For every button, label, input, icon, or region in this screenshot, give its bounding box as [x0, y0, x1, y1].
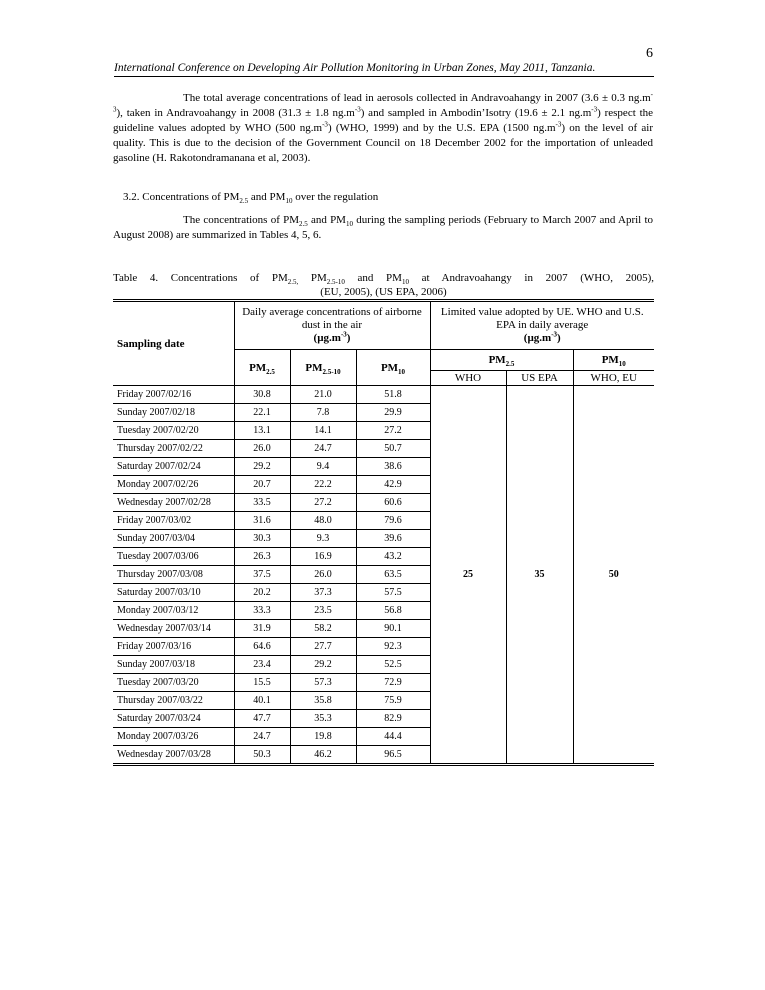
pm10-cell: 72.9 [356, 674, 430, 692]
pm10-cell: 82.9 [356, 710, 430, 728]
sampling-date-cell: Saturday 2007/02/24 [113, 458, 234, 476]
pm10-cell: 79.6 [356, 512, 430, 530]
pm10-limit-header: $PM_{10}$ [573, 350, 654, 371]
pm2510-cell: 21.0 [290, 386, 356, 404]
pm2510-cell: 26.0 [290, 566, 356, 584]
sampling-date-cell: Sunday 2007/03/18 [113, 656, 234, 674]
pm10-cell: 27.2 [356, 422, 430, 440]
pm10-cell: 90.1 [356, 620, 430, 638]
sampling-date-cell: Wednesday 2007/03/14 [113, 620, 234, 638]
concentrations-paragraph: The concentrations of $PM_{2.5}$ and $PM_{10}$ during the sampling periods (February to March 2007 and April to August 2008) are summarized in Tables 4, 5, 6. [113, 214, 653, 241]
pm25-cell: 22.1 [234, 404, 290, 422]
pm25-limit-header: $PM_{2.5}$ [430, 350, 573, 371]
pm25-column-header: $PM_{2.5}$ [234, 350, 290, 386]
sampling-date-cell: Thursday 2007/03/22 [113, 692, 234, 710]
pm25-cell: 33.3 [234, 602, 290, 620]
sampling-date-cell: Monday 2007/03/26 [113, 728, 234, 746]
pm10-column-header: $PM_{10}$ [356, 350, 430, 386]
us-epa-limit-value: 35 [506, 386, 573, 765]
sampling-date-cell: Wednesday 2007/03/28 [113, 746, 234, 765]
pm25-cell: 26.0 [234, 440, 290, 458]
who-limit-value: 25 [430, 386, 506, 765]
pm2510-cell: 48.0 [290, 512, 356, 530]
pm25-cell: 23.4 [234, 656, 290, 674]
limit-value-header: Limited value adopted by UE. WHO and U.S. EPA in daily average $(\mu g.m^{-3})$ [430, 301, 654, 350]
pm25-cell: 15.5 [234, 674, 290, 692]
pm2510-column-header: $PM_{2.5-10}$ [290, 350, 356, 386]
pm2510-cell: 9.3 [290, 530, 356, 548]
pm10-cell: 44.4 [356, 728, 430, 746]
pm10-limit-value: 50 [573, 386, 654, 765]
sampling-date-cell: Friday 2007/02/16 [113, 386, 234, 404]
sampling-date-cell: Friday 2007/03/16 [113, 638, 234, 656]
table-caption: Table 4. Concentrations of $PM_{2.5,}$ $PM_{2.5-10}$ and $PM_{10}$ at Andravoahangy in 2007 (WHO, 2005), (EU, 2005), (US EPA, 2006) [113, 272, 654, 298]
pm10-cell: 60.6 [356, 494, 430, 512]
pm25-cell: 31.9 [234, 620, 290, 638]
pm25-cell: 40.1 [234, 692, 290, 710]
sampling-date-cell: Monday 2007/02/26 [113, 476, 234, 494]
pm25-cell: 50.3 [234, 746, 290, 765]
pm10-cell: 29.9 [356, 404, 430, 422]
pm25-cell: 47.7 [234, 710, 290, 728]
sampling-date-cell: Saturday 2007/03/10 [113, 584, 234, 602]
section-heading: 3.2. Concentrations of $PM_{2.5}$ and $PM_{10}$ over the regulation [123, 191, 379, 206]
pm25-cell: 20.7 [234, 476, 290, 494]
pm2510-cell: 27.2 [290, 494, 356, 512]
pm25-cell: 26.3 [234, 548, 290, 566]
who-subheader: WHO [430, 371, 506, 386]
pm10-cell: 51.8 [356, 386, 430, 404]
pm10-cell: 50.7 [356, 440, 430, 458]
sampling-date-header: Sampling date [113, 301, 234, 386]
pm25-cell: 13.1 [234, 422, 290, 440]
pm2510-cell: 57.3 [290, 674, 356, 692]
pm2510-cell: 19.8 [290, 728, 356, 746]
pm25-cell: 30.3 [234, 530, 290, 548]
pm10-cell: 39.6 [356, 530, 430, 548]
pm2510-cell: 14.1 [290, 422, 356, 440]
pm10-cell: 43.2 [356, 548, 430, 566]
pm2510-cell: 7.8 [290, 404, 356, 422]
pm25-cell: 20.2 [234, 584, 290, 602]
pm25-cell: 31.6 [234, 512, 290, 530]
sampling-date-cell: Saturday 2007/03/24 [113, 710, 234, 728]
us-epa-subheader: US EPA [506, 371, 573, 386]
pm2510-cell: 24.7 [290, 440, 356, 458]
pm2510-cell: 27.7 [290, 638, 356, 656]
pm10-cell: 92.3 [356, 638, 430, 656]
pm-concentrations-table [113, 299, 654, 766]
pm25-cell: 64.6 [234, 638, 290, 656]
sampling-date-cell: Tuesday 2007/02/20 [113, 422, 234, 440]
pm25-cell: 37.5 [234, 566, 290, 584]
pm25-cell: 29.2 [234, 458, 290, 476]
sampling-date-cell: Sunday 2007/03/04 [113, 530, 234, 548]
pm10-cell: 52.5 [356, 656, 430, 674]
pm10-cell: 96.5 [356, 746, 430, 765]
pm2510-cell: 46.2 [290, 746, 356, 765]
daily-average-header: Daily average concentrations of airborne dust in the air $(\mu g.m^{-3})$ [234, 301, 430, 350]
pm10-cell: 42.9 [356, 476, 430, 494]
sampling-date-cell: Thursday 2007/02/22 [113, 440, 234, 458]
table-body [113, 386, 654, 765]
pm2510-cell: 16.9 [290, 548, 356, 566]
pm10-cell: 38.6 [356, 458, 430, 476]
pm2510-cell: 29.2 [290, 656, 356, 674]
pm10-cell: 75.9 [356, 692, 430, 710]
sampling-date-cell: Monday 2007/03/12 [113, 602, 234, 620]
pm2510-cell: 37.3 [290, 584, 356, 602]
sampling-date-cell: Tuesday 2007/03/06 [113, 548, 234, 566]
pm2510-cell: 35.3 [290, 710, 356, 728]
sampling-date-cell: Tuesday 2007/03/20 [113, 674, 234, 692]
pm10-cell: 63.5 [356, 566, 430, 584]
intro-paragraph: The total average concentrations of lead in aerosols collected in Andravoahangy in 2007 (3.6 ± 0.3 $ng.m^{-3}$), taken in Andravoahangy in 2008 (31.3 ± 1.8 $ng.m^{-3}$) and sampled in Ambodin’Isotry (19.6 ± 2.1 $ng.m^{-3}$) respect the guideline values adopted by WHO (500 $ng.m^{-3}$) (WHO, 1999) and by the U.S. EPA (1500 $ng.m^{-3}$) on the level of air quality. This is due to the decision of the Government Council on 18 December 2002 for the importation of unleaded gasoline (H. Rakotondramanana et al, 2003). [113, 90, 654, 164]
pm25-cell: 24.7 [234, 728, 290, 746]
pm2510-cell: 23.5 [290, 602, 356, 620]
pm2510-cell: 9.4 [290, 458, 356, 476]
pm2510-cell: 35.8 [290, 692, 356, 710]
pm2510-cell: 22.2 [290, 476, 356, 494]
pm25-cell: 33.5 [234, 494, 290, 512]
who-eu-subheader: WHO, EU [573, 371, 654, 386]
pm10-cell: 56.8 [356, 602, 430, 620]
pm10-cell: 57.5 [356, 584, 430, 602]
table-row [113, 386, 654, 404]
running-header: International Conference on Developing Air Pollution Monitoring in Urban Zones, May 2011, Tanzania. [114, 62, 654, 77]
sampling-date-cell: Friday 2007/03/02 [113, 512, 234, 530]
sampling-date-cell: Wednesday 2007/02/28 [113, 494, 234, 512]
page-number: 6 [646, 46, 653, 61]
sampling-date-cell: Thursday 2007/03/08 [113, 566, 234, 584]
pm2510-cell: 58.2 [290, 620, 356, 638]
sampling-date-cell: Sunday 2007/02/18 [113, 404, 234, 422]
pm25-cell: 30.8 [234, 386, 290, 404]
